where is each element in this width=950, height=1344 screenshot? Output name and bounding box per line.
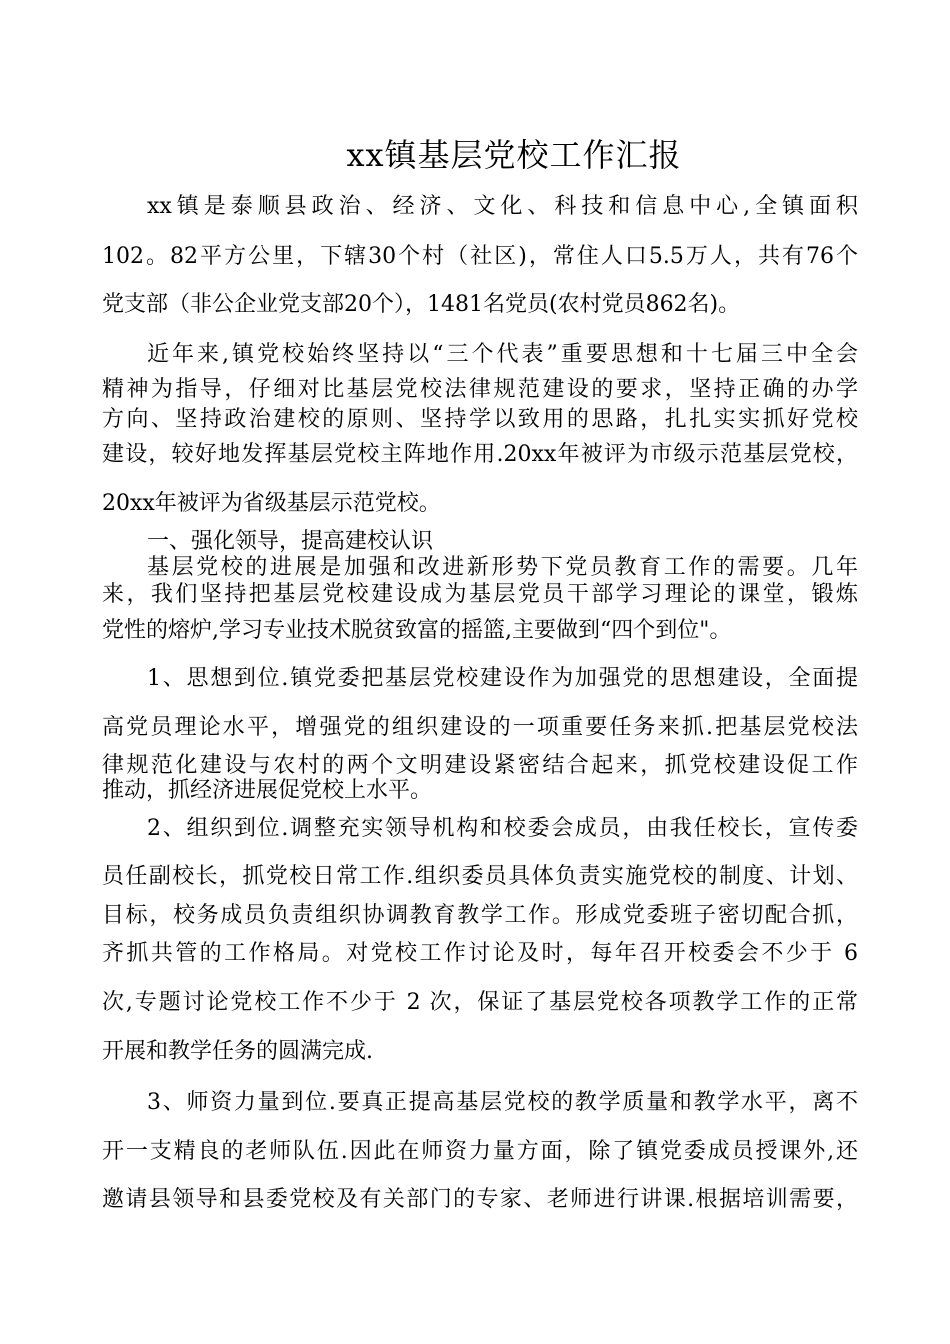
text-line: 基层党校的进展是加强和改进新形势下党员教育工作的需要。几年 <box>147 555 858 580</box>
text-line: 律规范化建设与农村的两个文明建设紧密结合起来，抓党校建设促工作 <box>102 753 858 778</box>
text-line: 2、组织到位.调整充实领导机构和校委会成员，由我任校长，宣传委 <box>147 816 858 841</box>
text-line: 精神为指导，仔细对比基层党校法律规范建设的要求，坚持正确的办学 <box>102 377 858 402</box>
text-line: 党支部（非公企业党支部20个），1481名党员(农村党员862名)。 <box>102 292 741 317</box>
text-line: 推动，抓经济进展促党校上水平。 <box>102 778 433 803</box>
text-line: 近年来,镇党校始终坚持以“三个代表”重要思想和十七届三中全会 <box>147 342 858 367</box>
text-line: xx镇是泰顺县政治、经济、文化、科技和信息中心,全镇面积 <box>147 194 858 219</box>
text-line: 开一支精良的老师队伍.因此在师资力量方面，除了镇党委成员授课外,还 <box>102 1139 858 1164</box>
section-heading: 一、强化领导，提高建校认识 <box>147 529 434 554</box>
text-line: 建设，较好地发挥基层党校主阵地作用.20xx年被评为市级示范基层党校， <box>102 442 858 467</box>
text-line: 员任副校长，抓党校日常工作.组织委员具体负责实施党校的制度、计划、 <box>102 864 858 889</box>
text-line: 齐抓共管的工作格局。对党校工作讨论及时，每年召开校委会不少于 6 <box>102 941 858 966</box>
text-line: 次,专题讨论党校工作不少于 2 次，保证了基层党校各项教学工作的正常 <box>102 990 858 1015</box>
text-line: 方向、坚持政治建校的原则、坚持学以致用的思路，扎扎实实抓好党校 <box>102 407 858 432</box>
text-line: 邀请县领导和县委党校及有关部门的专家、老师进行讲课.根据培训需要， <box>102 1187 858 1212</box>
text-line: 开展和教学任务的圆满完成. <box>102 1039 373 1064</box>
text-line: 目标，校务成员负责组织协调教育教学工作。形成党委班子密切配合抓， <box>102 903 858 928</box>
text-line: 来，我们坚持把基层党校建设成为基层党员干部学习理论的课堂，锻炼 <box>102 582 858 607</box>
text-line: 党性的熔炉,学习专业技术脱贫致富的摇篮,主要做到“四个到位"。 <box>102 618 732 643</box>
text-line: 高党员理论水平，增强党的组织建设的一项重要任务来抓.把基层党校法 <box>102 715 858 740</box>
text-line: 20xx年被评为省级基层示范党校。 <box>102 491 441 516</box>
text-line: 102。82平方公里，下辖30个村（社区)，常住人口5.5万人，共有76个 <box>102 244 858 269</box>
document-title: xx镇基层党校工作汇报 <box>346 136 682 174</box>
text-line: 3、师资力量到位.要真正提高基层党校的教学质量和教学水平，离不 <box>147 1090 858 1115</box>
text-line: 1、思想到位.镇党委把基层党校建设作为加强党的思想建设，全面提 <box>147 666 858 691</box>
